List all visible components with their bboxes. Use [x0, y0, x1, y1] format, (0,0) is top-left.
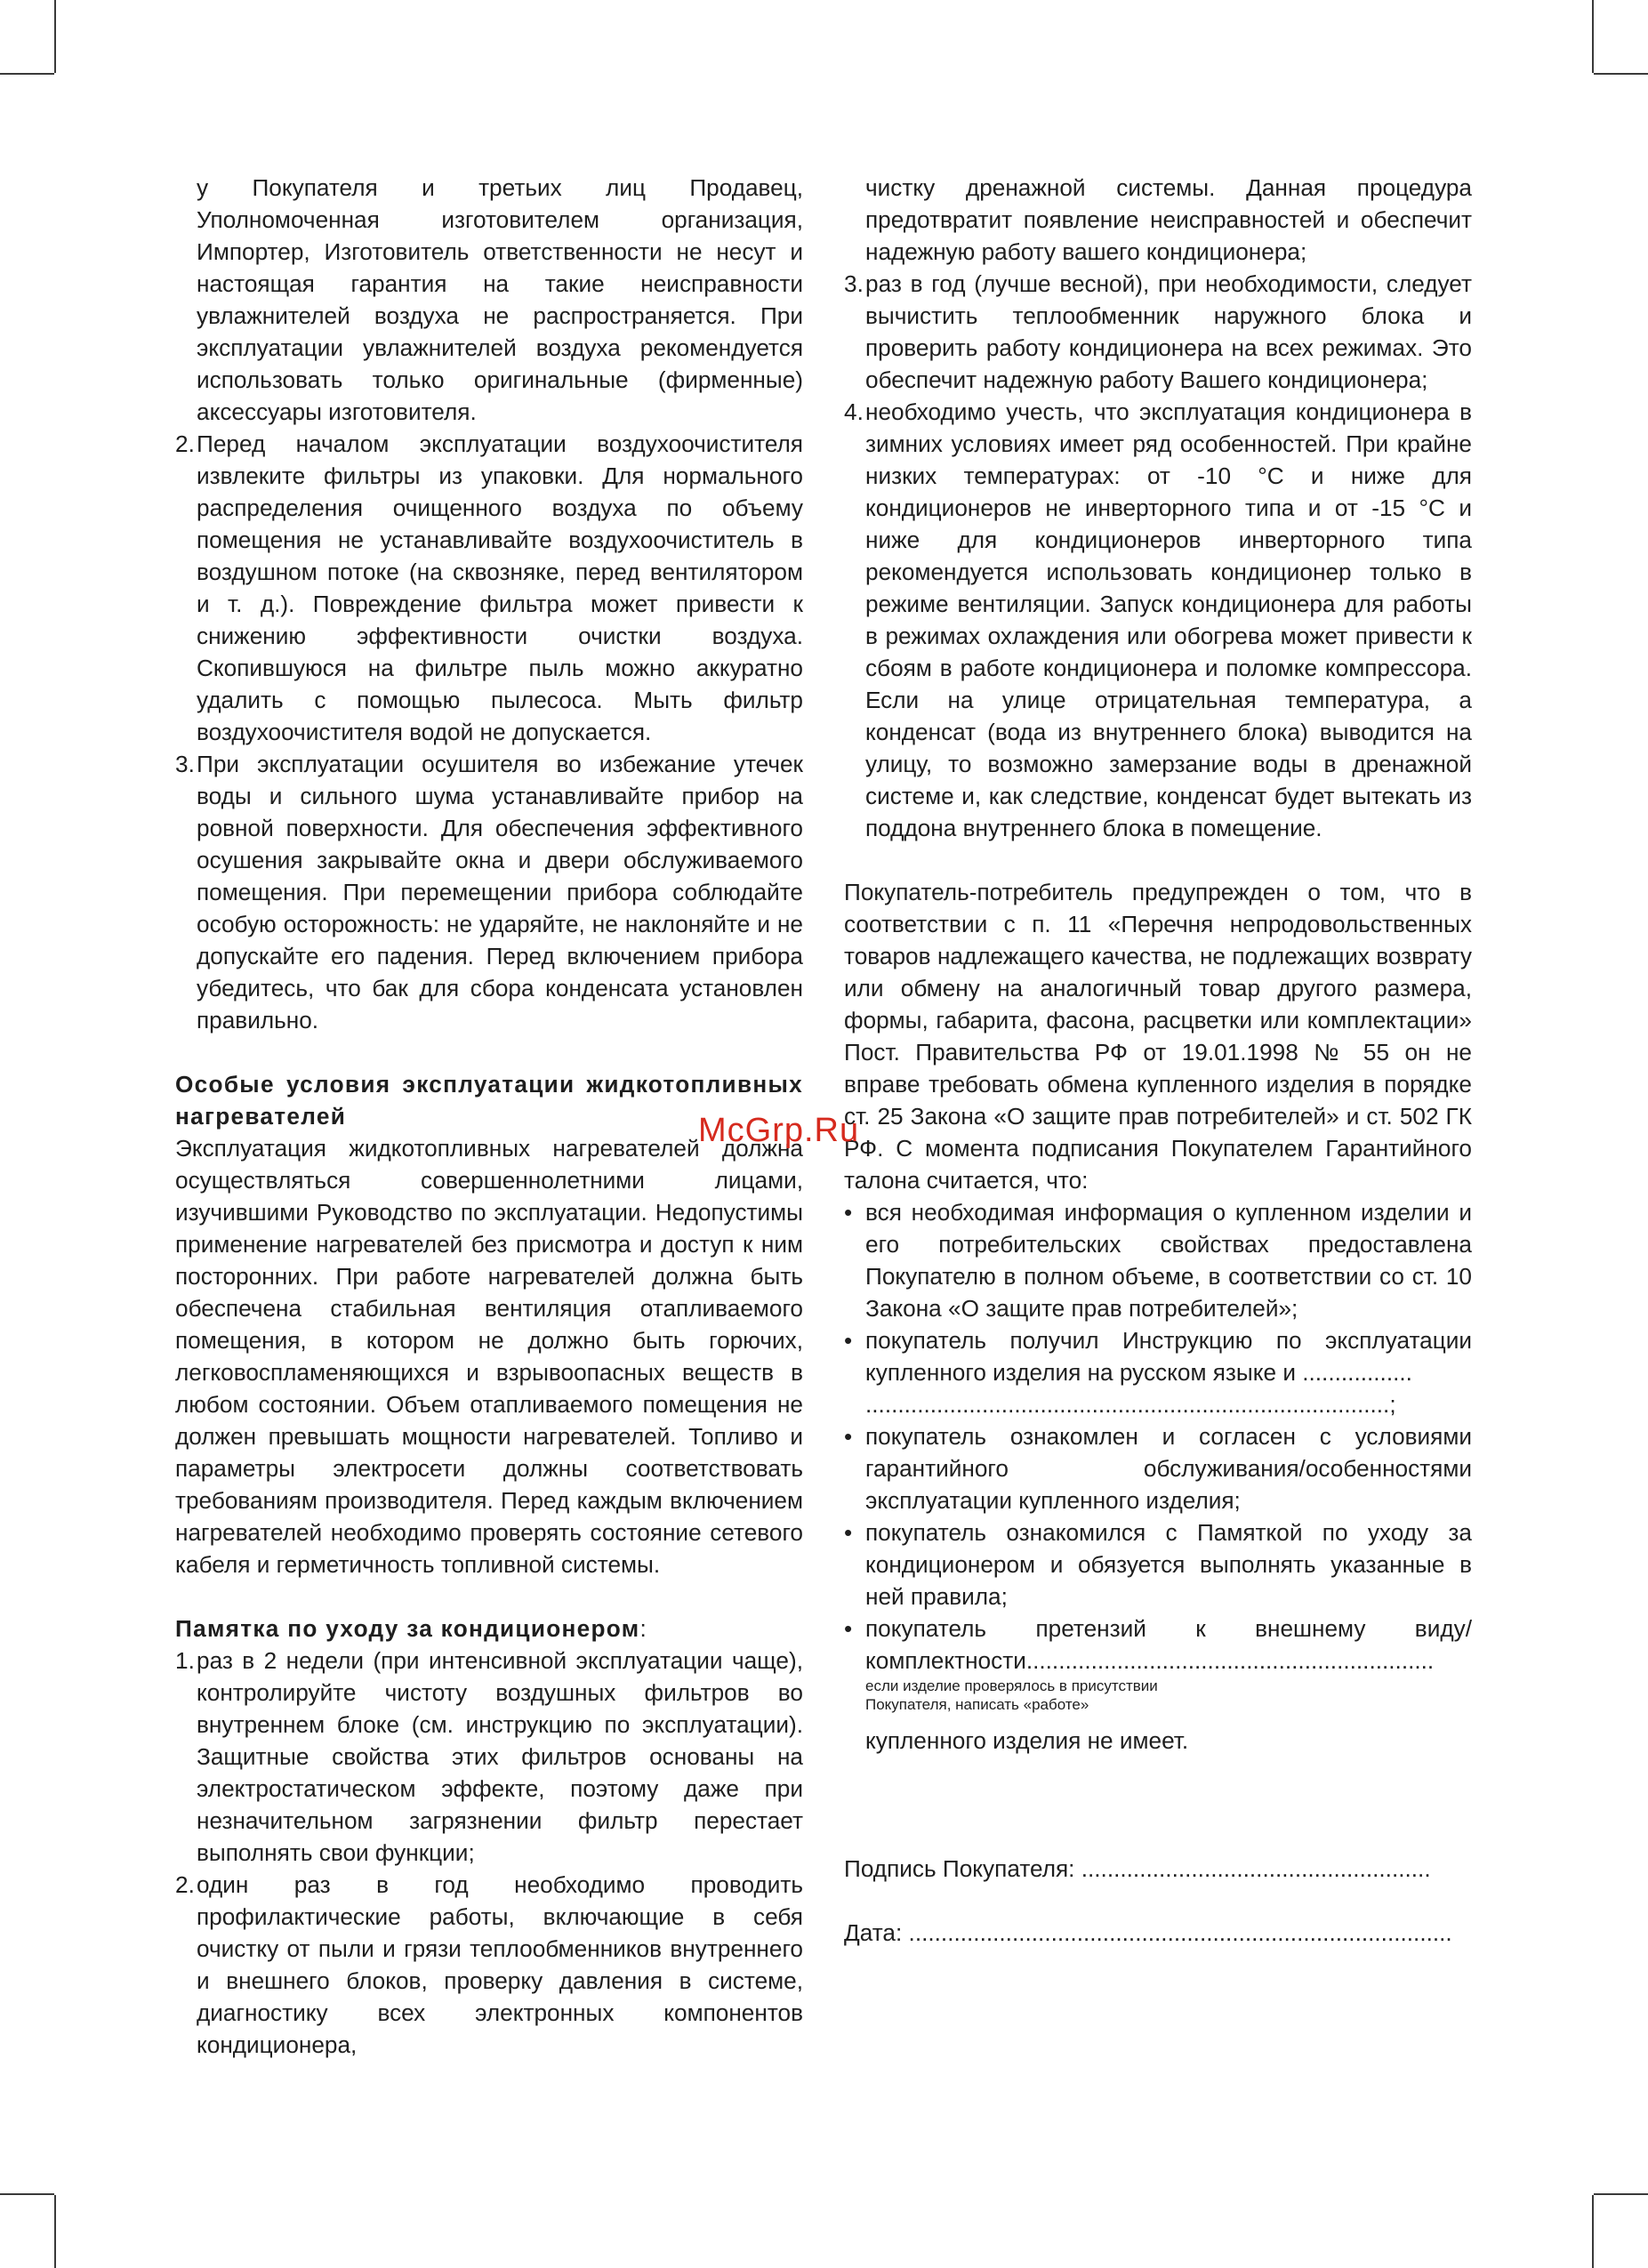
signature-line: Подпись Покупателя: ...................................................... [844, 1855, 1431, 1882]
no-claims-text: купленного изделия не имеет. [865, 1727, 1189, 1754]
heater-paragraph: Эксплуатация жидкотопливных нагревателей должна осуществляться совершеннолетними лицами, изучившими Руководство по эксплуатации. Недопустимы применение нагревателей без присмотра и доступ к ним посторонних. При работе нагревателей должна быть обеспечена стабильная вентиляция отапливаемого помещения, в котором не должно быть горючих, легковоспламеняющихся и взрывоопасных веществ в любом состоянии. Объем отапливаемого помещения не должен превышать мощности нагревателей. Топливо и параметры электросети должны соответствовать требованиям производителя. Перед каждым включением нагревателей необходимо проверять состояние сетевого кабеля и герметичность топливной системы. [175, 1135, 803, 1578]
date-line: Дата: .................................................................................... [844, 1919, 1452, 1946]
memo-colon: : [639, 1615, 647, 1642]
bullet-text: покупатель ознакомлен и согласен с условиями гарантийного обслуживания/особенностями эксплуатации купленного изделия; [865, 1423, 1472, 1514]
crop-mark [1592, 0, 1594, 73]
crop-mark [54, 2195, 56, 2268]
bullet-icon: • [844, 1327, 853, 1354]
item-text: Перед началом эксплуатации воздухоочистителя извлеките фильтры из упаковки. Для нормального распределения очищенного воздуха по объему помещения не устанавливайте воздухоочиститель в воздушном потоке (на сквозняке, перед вентилятором и т. д.). Повреждение фильтра может привести к снижению эффективности очистки воздуха. Скопившуюся на фильтре пыль можно аккуратно удалить с помощью пылесоса. Мыть фильтр воздухоочистителя водой не допускается. [197, 430, 803, 745]
bullet-item [844, 1516, 1472, 1613]
memo-heading: Памятка по уходу за кондиционером [175, 1615, 640, 1642]
bullet-item [844, 1324, 1472, 1420]
item-number: 1. [175, 1647, 195, 1674]
bullet-item [844, 1420, 1472, 1516]
fill-line: .................................................................................; [865, 1391, 1396, 1418]
fine-print: если изделие проверялось в присутствии [865, 1677, 1158, 1694]
list-item [175, 748, 803, 1036]
heater-heading: Особые условия эксплуатации жидкотопливных нагревателей [175, 1071, 803, 1130]
crop-mark [1594, 73, 1648, 75]
memo-heading-line [175, 1613, 803, 1645]
item-number: 4. [844, 398, 864, 425]
continuation-paragraph: чистку дренажной системы. Данная процедура предотвратит появление неисправностей и обеспечит надежную работу вашего кондиционера; [865, 174, 1472, 265]
crop-mark [1592, 2195, 1594, 2268]
crop-mark [0, 2193, 54, 2195]
crop-mark [54, 0, 56, 73]
bullet-text: покупатель претензий к внешнему виду/комплектности............................................................... [865, 1615, 1472, 1674]
bullet-item [844, 1196, 1472, 1324]
bullet-text: покупатель ознакомился с Памяткой по уходу за кондиционером и обязуется выполнять указанные в ней правила; [865, 1519, 1472, 1610]
bullet-icon: • [844, 1423, 853, 1450]
item-text: необходимо учесть, что эксплуатация кондиционера в зимних условиях имеет ряд особенностей. При крайне низких температурах: от -10 °С и ниже для кондиционеров не инверторного типа и от -15 °С и ниже для кондиционеров инверторного типа рекомендуется использовать кондиционер только в режиме вентиляции. Запуск кондиционера для работы в режимах охлаждения или обогрева может привести к сбоям в работе кондиционера и поломке компрессора. Если на улице отрицательная температура, а конденсат (вода из внутреннего блока) выводится на улицу, то возможно замерзание воды в дренажной системе и, как следствие, конденсат будет вытекать из поддона внутреннего блока в помещение. [865, 398, 1472, 841]
item-text: раз в 2 недели (при интенсивной эксплуатации чаще), контролируйте чистоту воздушных фильтров во внутреннем блоке (см. инструкцию по эксплуатации). Защитные свойства этих фильтров основаны на электростатическом эффекте, поэтому даже при незначительном загрязнении фильтр перестает выполнять свои функции; [197, 1647, 803, 1866]
bullet-icon: • [844, 1519, 853, 1546]
memo-item [844, 268, 1472, 396]
crop-mark [1594, 2193, 1648, 2195]
item-number: 2. [175, 1871, 195, 1898]
item-number: 3. [844, 270, 864, 297]
memo-item [844, 396, 1472, 844]
crop-mark [0, 73, 54, 75]
bullet-text: покупатель получил Инструкцию по эксплуатации купленного изделия на русском языке и ................. [865, 1327, 1472, 1386]
list-item [175, 428, 803, 748]
bullet-icon: • [844, 1615, 853, 1642]
item-text: раз в год (лучше весной), при необходимости, следует вычистить теплообменник наружного блока и проверить работу кондиционера на всех режимах. Это обеспечит надежную работу Вашего кондиционера; [865, 270, 1472, 393]
right-column [844, 172, 1472, 1949]
bullet-text: вся необходимая информация о купленном изделии и его потребительских свойствах предоставлена Покупателю в полном объеме, в соответствии со ст. 10 Закона «О защите прав потребителей»; [865, 1199, 1472, 1322]
intro-paragraph: у Покупателя и третьих лиц Продавец, Уполномоченная изготовителем организация, Импортер, Изготовитель ответственности не несут и настоящая гарантия на такие неисправности увлажнителей воздуха не распространяется. При эксплуатации увлажнителей воздуха рекомендуется использовать только оригинальные (фирменные) аксессуары изготовителя. [197, 174, 803, 425]
bullet-icon: • [844, 1199, 853, 1226]
bullet-item [844, 1613, 1472, 1677]
consumer-paragraph: Покупатель-потребитель предупрежден о том, что в соответствии с п. 11 «Перечня непродовольственных товаров надлежащего качества, не подлежащих возврату или обмену на аналогичный товар другого размера, формы, габарита, фасона, расцветки или комплектации» Пост. Правительства РФ от 19.01.1998 № 55 он не вправе требовать обмена купленного изделия в порядке ст. 25 Закона «О защите прав потребителей» и ст. 502 ГК РФ. С момента подписания Покупателем Гарантийного талона считается, что: [844, 879, 1472, 1194]
memo-item [175, 1869, 803, 2061]
fine-print: Покупателя, написать «работе» [865, 1696, 1089, 1713]
item-number: 2. [175, 430, 195, 457]
item-text: один раз в год необходимо проводить профилактические работы, включающие в себя очистку от пыли и грязи теплообменников внутреннего и внешнего блоков, проверку давления в системе, диагностику всех электронных компонентов кондиционера, [197, 1871, 803, 2058]
item-text: При эксплуатации осушителя во избежание утечек воды и сильного шума устанавливайте прибор на ровной поверхности. Для обеспечения эффективного осушения закрывайте окна и двери обслуживаемого помещения. При перемещении прибора соблюдайте особую осторожность: не ударяйте, не наклоняйте и не допускайте его падения. Перед включением прибора убедитесь, что бак для сбора конденсата установлен правильно. [197, 751, 803, 1033]
watermark-logo: McGrp.Ru [698, 1112, 860, 1149]
memo-item [175, 1645, 803, 1869]
item-number: 3. [175, 751, 195, 777]
